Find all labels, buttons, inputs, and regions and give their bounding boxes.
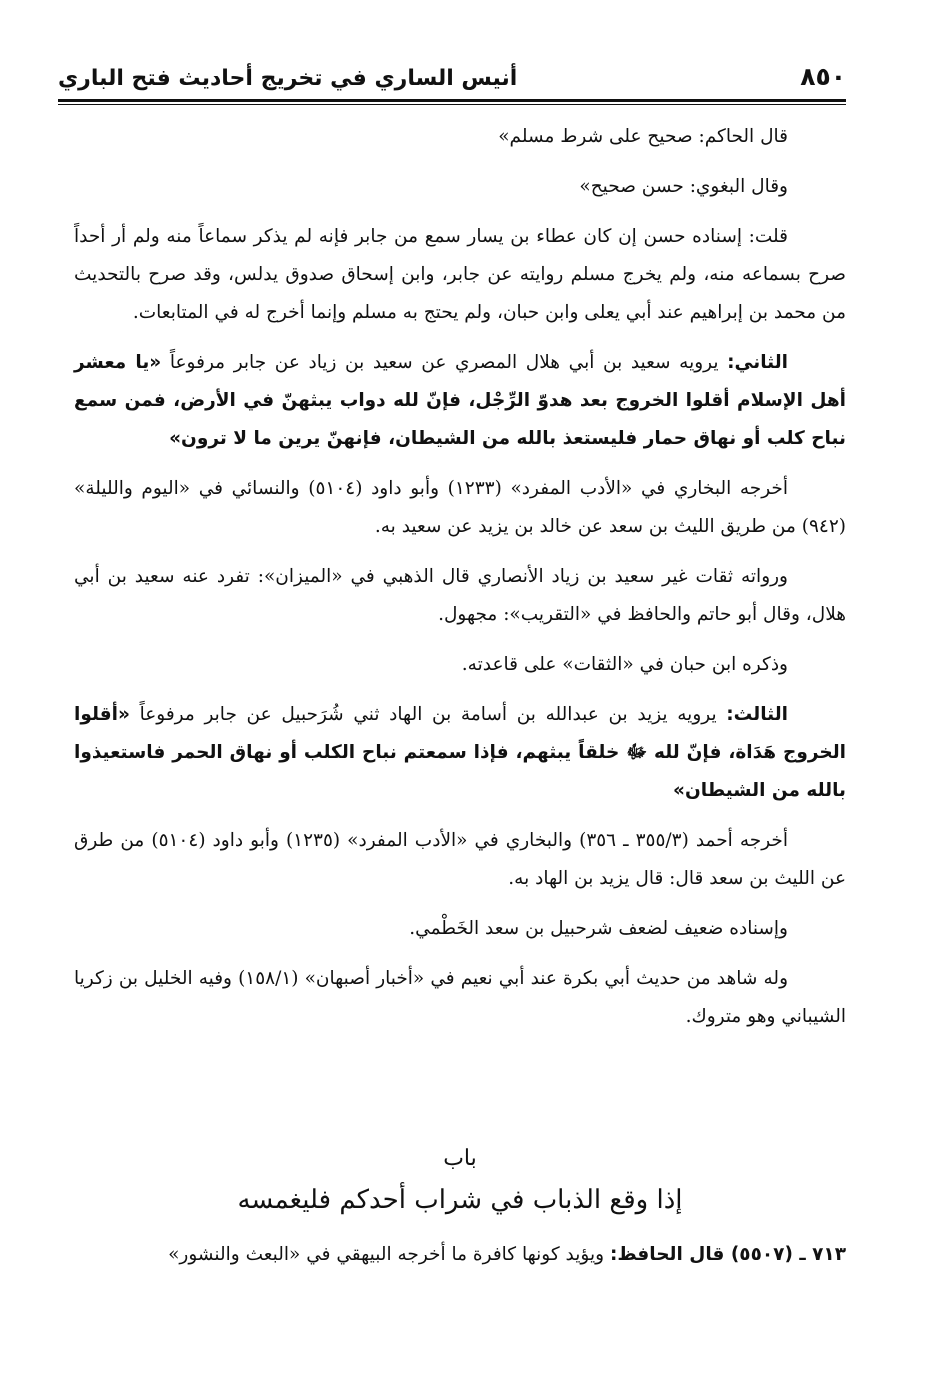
second-hadith-text: «يا معشر أهل الإسلام أقلوا الخروج بعد هدوّ الرِّجْل، فإنّ لله دواب يبثهنّ في الأرض، فمن سمع نباح كلب أو نهاق حمار فليستعذ بالله من الشيطان، فإنهنّ يرين ما لا ترون»: [74, 352, 846, 449]
page-header: [58, 60, 846, 100]
paragraph-second-narration: [74, 344, 846, 458]
paragraph-weak-chain: وإسناده ضعيف لضعف شرحبيل بن سعد الخَطْمي.: [409, 918, 788, 939]
paragraph-witness: وله شاهد من حديث أبي بكرة عند أبي نعيم في «أخبار أصبهان» (١٥٨/١) وفيه الخليل بن زكريا الشيباني وهو متروك.: [74, 968, 846, 1027]
paragraph-baghawi: وقال البغوي: حسن صحيح»: [579, 176, 788, 197]
third-chain: يرويه يزيد بن عبدالله بن أسامة بن الهاد ثني شُرَحبيل عن جابر مرفوعاً: [129, 704, 727, 725]
paragraph-narrators: ورواته ثقات غير سعيد بن زياد الأنصاري قال الذهبي في «الميزان»: تفرد عنه سعيد بن أبي هلال، وقال أبو حاتم والحافظ في «التقريب»: مجهول.: [74, 566, 846, 625]
chapter-label: باب: [443, 1146, 477, 1171]
second-label: الثاني:: [727, 352, 789, 373]
entry-text: ويؤيد كونها كافرة ما أخرجه البيهقي في «البعث والنشور»: [168, 1244, 610, 1265]
chapter-title: إذا وقع الذباب في شراب أحدكم فليغمسه: [237, 1185, 683, 1215]
second-chain: يرويه سعيد بن أبي هلال المصري عن سعيد بن زياد عن جابر مرفوعاً: [161, 352, 728, 373]
paragraph-hakim: قال الحاكم: صحيح على شرط مسلم»: [498, 126, 788, 147]
page-number: ٨٥٠: [800, 62, 846, 91]
running-title: أنيس الساري في تخريج أحاديث فتح الباري: [58, 66, 518, 91]
paragraph-takhrij-2: أخرجه أحمد (٣٥٥/٣ ـ ٣٥٦) والبخاري في «الأدب المفرد» (١٢٣٥) وأبو داود (٥١٠٤) من طرق عن الليث بن سعد قال: قال يزيد بن الهاد به.: [74, 830, 846, 889]
paragraph-comment: قلت: إسناده حسن إن كان عطاء بن يسار سمع من جابر فإنه لم يذكر سماعاً منه ولم أر أحداً صرح بسماعه منه، ولم يخرج مسلم روايته عن جابر، وابن إسحاق صدوق يدلس، وقد صرح بالتحديث من محمد بن إبراهيم عند أبي يعلى وابن حبان، ولم يحتج به مسلم وإنما أخرج له في المتابعات.: [74, 226, 846, 323]
header-rule-thick: [58, 99, 846, 102]
paragraph-third-narration: [74, 696, 846, 810]
main-text: [74, 118, 846, 1036]
chapter-heading: [74, 1140, 846, 1222]
paragraph-takhrij-1: أخرجه البخاري في «الأدب المفرد» (١٢٣٣) وأبو داود (٥١٠٤) والنسائي في «اليوم والليلة» (٩٤٢) من طريق الليث بن سعد عن خالد بن يزيد عن سعيد به.: [74, 478, 846, 537]
third-label: الثالث:: [726, 704, 788, 725]
entry-713: [50, 1236, 846, 1274]
paragraph-ibn-hibban: وذكره ابن حبان في «الثقات» على قاعدته.: [461, 654, 788, 675]
entry-number: ٧١٣ ـ (٥٥٠٧) قال الحافظ:: [609, 1244, 846, 1265]
third-hadith-text: «أقلوا الخروج هَدَاة، فإنّ لله ﷻ خلقاً يبثهم، فإذا سمعتم نباح الكلب أو نهاق الحمر فاستعيذوا بالله من الشيطان»: [74, 704, 846, 801]
header-rule-thin: [58, 104, 846, 105]
